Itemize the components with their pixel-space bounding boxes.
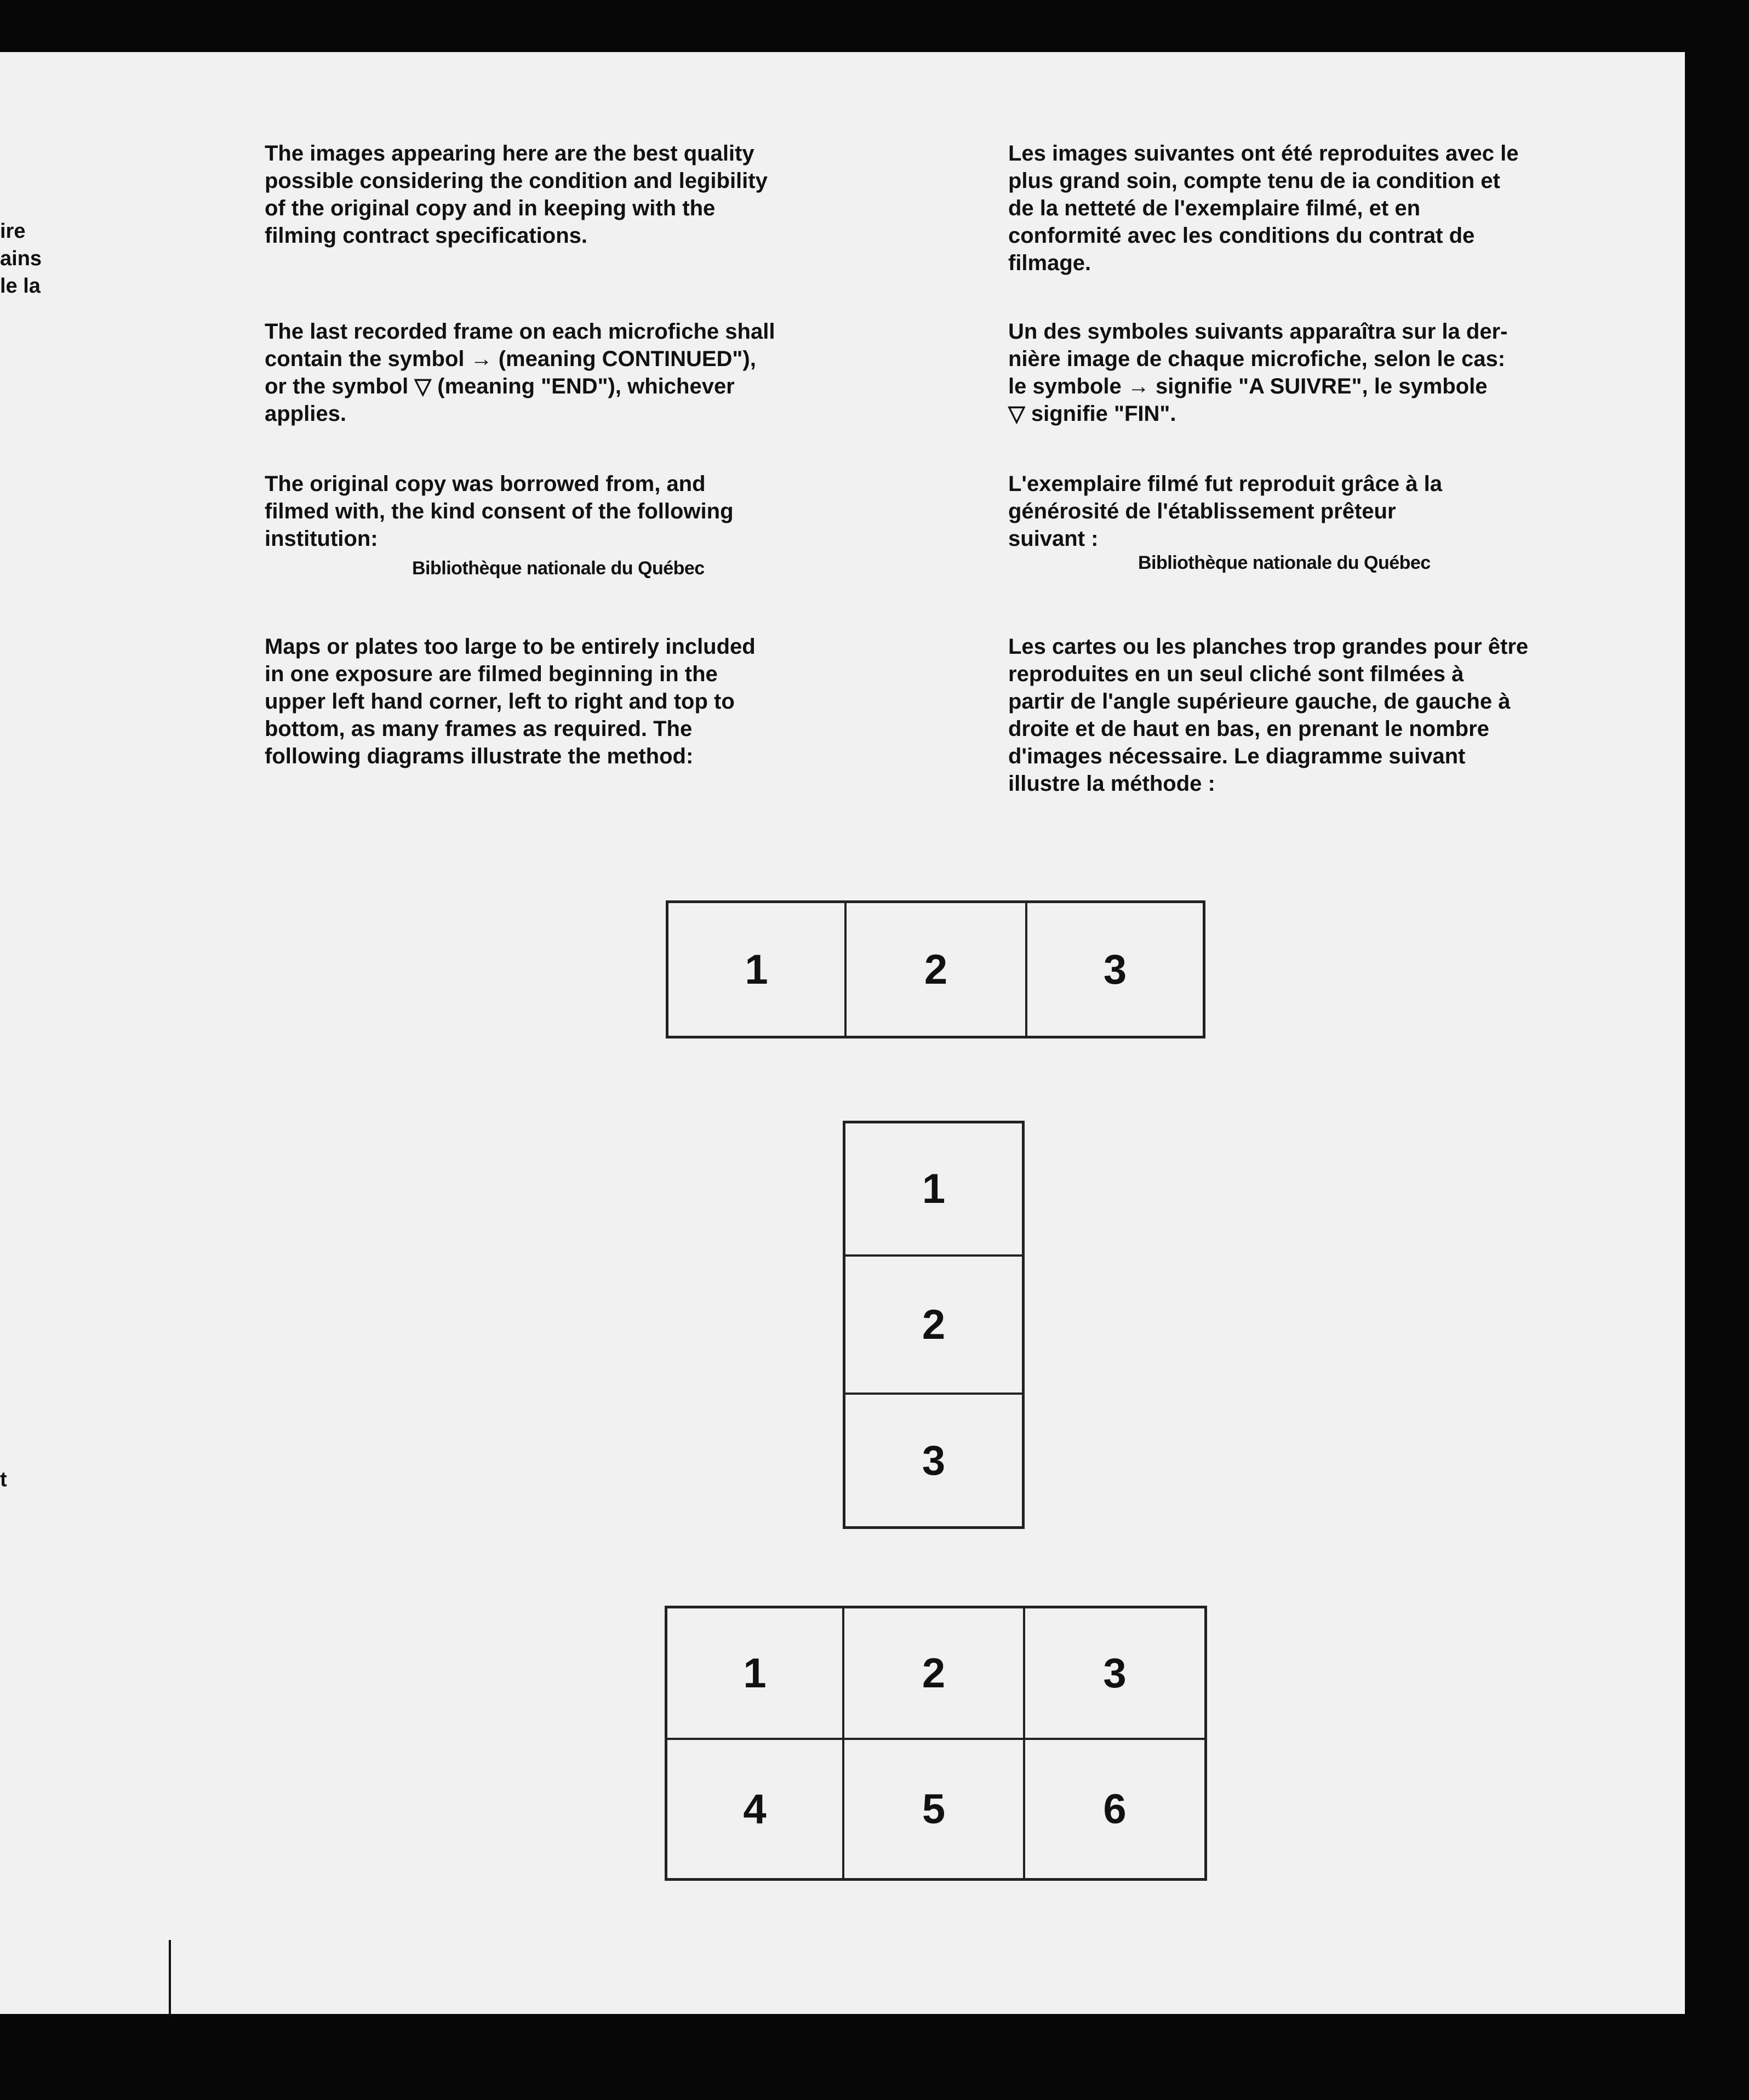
left-edge-fragment: ire [0, 220, 26, 243]
diagram-cell: 1 [668, 903, 847, 1036]
english-institution-name: Bibliothèque nationale du Québec [412, 558, 705, 579]
french-quality-paragraph: Les images suivantes ont été reproduites avec le plus grand soin, compte tenu de ia condition et de la netteté de l'exemplaire filmé, et en conformité avec les conditions du contrat de filmage. [1008, 141, 1519, 275]
english-symbol-line-3a: or the symbol [265, 374, 415, 398]
diagram-cell: 3 [922, 1437, 946, 1484]
diagram-cell: 5 [844, 1740, 1025, 1878]
french-symbol-line-4: signifie "FIN". [1025, 402, 1176, 426]
english-symbol-line-4: applies. [265, 402, 346, 426]
english-symbol-line-1: The last recorded frame on each microfiche shall [265, 319, 775, 344]
french-column [1008, 140, 1622, 277]
diagram-row-1x3 [666, 900, 1205, 1038]
french-symbol-paragraph [1008, 318, 1622, 427]
left-edge-fragment: ains [0, 247, 42, 270]
continued-arrow-icon: → [470, 347, 493, 371]
diagram-cell: 2 [844, 1608, 1025, 1740]
english-symbol-line-2b: (meaning CONTINUED"), [492, 347, 756, 371]
end-triangle-icon: ▽ [414, 374, 432, 398]
french-symbol-line-3b: signifie "A SUIVRE", le symbole [1149, 374, 1488, 398]
diagram-column-3x1 [843, 1121, 1025, 1529]
english-maps-paragraph [265, 633, 856, 770]
english-loan-paragraph [265, 470, 856, 552]
french-loan-paragraph [1008, 470, 1622, 552]
diagram-cell: 3 [1025, 1608, 1204, 1740]
diagram-cell: 2 [847, 903, 1027, 1036]
page-fold-line [169, 1940, 171, 2017]
french-maps-paragraph [1008, 633, 1622, 797]
english-column [265, 140, 856, 249]
diagram-cell: 1 [845, 1123, 1022, 1257]
english-symbol-paragraph [265, 318, 856, 427]
left-edge-fragment: t [0, 1468, 7, 1491]
french-symbol-line-3a: le symbole [1008, 374, 1128, 398]
diagram-cell: 4 [667, 1740, 844, 1878]
french-symbol-line-1: Un des symboles suivants apparaîtra sur la der- [1008, 319, 1508, 344]
continued-arrow-icon: → [1127, 374, 1150, 398]
english-symbol-line-3b: (meaning "END"), whichever [431, 374, 735, 398]
left-edge-fragment: le la [0, 275, 41, 298]
french-symbol-line-2: nière image de chaque microfiche, selon le cas: [1008, 347, 1506, 371]
diagram-cell: 6 [1103, 1785, 1127, 1833]
french-institution-name: Bibliothèque nationale du Québec [1138, 552, 1431, 573]
microfiche-target-sheet [0, 52, 1685, 2014]
english-maps-text: Maps or plates too large to be entirely included in one exposure are filmed beginning in the upper left hand corner, left to right and top to bottom, as many frames as required. The following diagrams illustrate the method: [265, 635, 756, 768]
diagram-cell: 1 [667, 1608, 844, 1740]
diagram-cell: 3 [1103, 946, 1127, 993]
diagram-cell: 2 [845, 1257, 1022, 1395]
english-symbol-line-2a: contain the symbol [265, 347, 471, 371]
french-maps-text: Les cartes ou les planches trop grandes pour être reproduites en un seul cliché sont filmées à partir de l'angle supérieure gauche, de gauche à droite et de haut en bas, en prenant le nombre d'images nécessaire. Le diagramme suivant illustre la méthode : [1008, 635, 1529, 796]
french-loan-text: L'exemplaire filmé fut reproduit grâce à la générosité de l'établissement prêteur suivant : [1008, 472, 1442, 551]
english-loan-text: The original copy was borrowed from, and filmed with, the kind consent of the following institution: [265, 472, 734, 551]
diagram-grid-2x3 [665, 1606, 1207, 1881]
end-triangle-icon: ▽ [1008, 402, 1025, 426]
english-quality-paragraph: The images appearing here are the best quality possible considering the condition and legibility of the original copy and in keeping with the filming contract specifications. [265, 141, 768, 248]
